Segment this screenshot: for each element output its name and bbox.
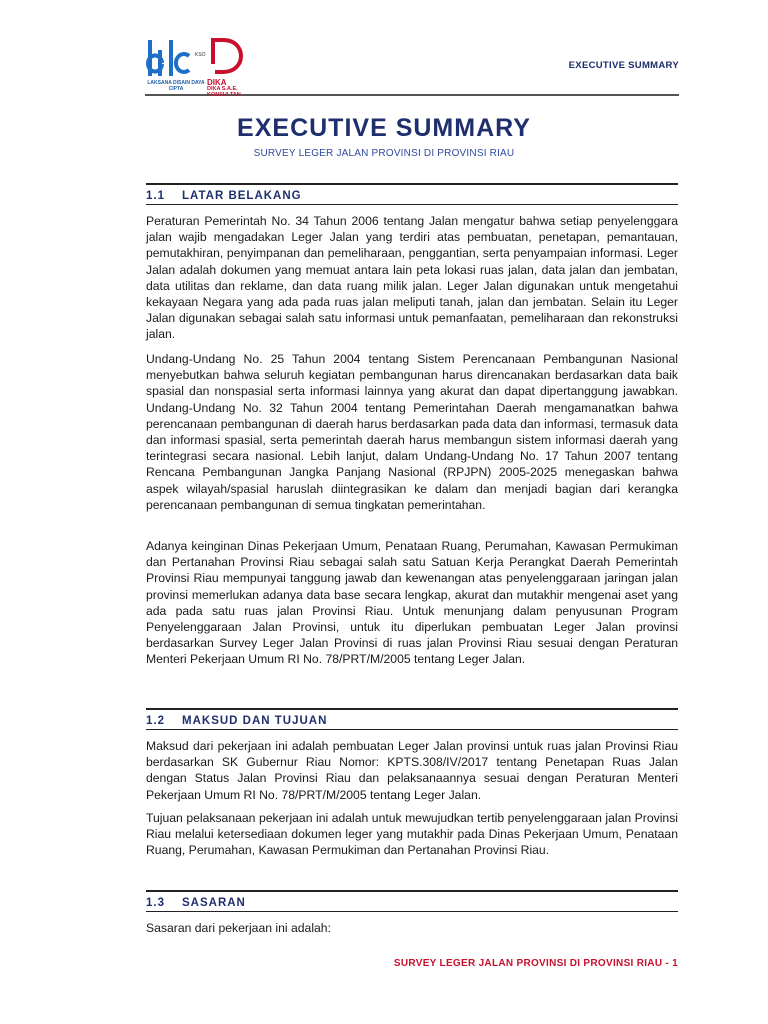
section-number: 1.2 — [146, 715, 165, 727]
section-title: MAKSUD DAN TUJUAN — [182, 715, 328, 727]
dika-logo-text — [207, 80, 247, 98]
ldc-logo — [145, 36, 205, 94]
paragraph: Undang-Undang No. 25 Tahun 2004 tentang Sistem Perencanaan Pembangunan Nasional menyebutkan bahwa seluruh kegiatan pembangunan harus direncanakan berdasarkan data baik spasial dan nonspasial serta informasi lainnya yang akurat dan dapat dipertanggung jawabkan. Undang-Undang No. 32 Tahun 2004 tentang Pemerintahan Daerah mengamanatkan bahwa perencanaan pembangunan di daerah harus berdasarkan pada data dan informasi, termasuk data dan informasi spasial, serta pemerintah daerah harus membangun sistem informasi daerah yang terintegrasi secara nasional. Lebih lanjut, dalam Undang-Undang No. 17 Tahun 2007 tentang Rencana Pembangunan Jangka Panjang Nasional (RPJPN) 2005-2025 menegaskan bahwa aspek wilayah/spasial haruslah diintegrasikan ke dalam dan menjadi bagian dari kerangka perencanaan pembangunan di semua tingkatan pemerintahan. — [146, 352, 678, 512]
section-heading-latar-belakang — [146, 183, 678, 205]
section-heading-sasaran — [146, 890, 678, 912]
section-number: 1.1 — [146, 190, 165, 202]
page-title: EXECUTIVE SUMMARY — [237, 114, 531, 142]
header-section-label: EXECUTIVE SUMMARY — [568, 60, 679, 71]
dika-logo — [205, 34, 249, 98]
ldc-logo-text: LAKSANA DISAIN DAYA CIPTA — [147, 80, 205, 92]
dika-sub: DIKA S.A.E. KONSULTAN — [207, 86, 241, 98]
paragraph: Peraturan Pemerintah No. 34 Tahun 2006 tentang Jalan mengatur bahwa setiap penyelenggara jalan wajib mengadakan Leger Jalan yang terdiri atas pembuatan, penetapan, pemantauan, pemutakhiran, penyimpanan dan pemeliharaan, penggantian, serta penyampaian informasi. Leger Jalan adalah dokumen yang memuat antara lain peta lokasi ruas jalan, data jalan dan jembatan, data utilitas dan reklame, dan data ruang milik jalan. Leger Jalan digunakan untuk mengetahui kekayaan Negara yang ada pada ruas jalan meliputi tanah, jalan dan jembatan. Selain itu Leger Jalan digunakan sebagai salah satu informasi untuk pemanfaatan, pemeliharaan dan rekonstruksi jalan. — [146, 214, 678, 342]
section-title: SASARAN — [182, 897, 246, 909]
dika-name: DIKA — [207, 78, 227, 87]
page-footer: SURVEY LEGER JALAN PROVINSI DI PROVINSI RIAU - 1 — [393, 958, 678, 969]
kso-label: KSO — [195, 52, 206, 58]
paragraph: Tujuan pelaksanaan pekerjaan ini adalah untuk mewujudkan tertib penyelenggaraan jalan Provinsi Riau melalui ketersediaan dokumen leger yang mutakhir pada Dinas Pekerjaan Umum, Penataan Ruang, Perumahan, Kawasan Permukiman dan Pertanahan Provinsi Riau. — [146, 811, 678, 858]
section-heading-maksud-dan-tujuan — [146, 708, 678, 730]
section-number: 1.3 — [146, 897, 165, 909]
paragraph: Adanya keinginan Dinas Pekerjaan Umum, Penataan Ruang, Perumahan, Kawasan Permukiman dan Pertanahan Provinsi Riau sebagai salah satu Satuan Kerja Perangkat Daerah Pemerintah Provinsi Riau mempunyai tanggung jawab dan kewenangan atas penyelenggaraan jaringan jalan provinsi memerlukan adanya data base secara lengkap, akurat dan mutakhir mengenai aset yang ada pada satu ruas jalan Provinsi Riau. Untuk menunjang dalam penyusunan Program Penyelenggaraan Jalan Provinsi, untuk itu diperlukan pembuatan Leger Jalan provinsi berdasarkan Survey Leger Jalan Provinsi di ruas jalan Provinsi Riau sesuai dengan Peraturan Menteri Pekerjaan Umum RI No. 78/PRT/M/2005 tentang Leger Jalan. — [146, 539, 678, 667]
paragraph: Sasaran dari pekerjaan ini adalah: — [146, 921, 331, 935]
page-subtitle: SURVEY LEGER JALAN PROVINSI DI PROVINSI RIAU — [253, 148, 515, 159]
page-header — [145, 30, 679, 96]
section-title: LATAR BELAKANG — [182, 190, 302, 202]
paragraph: Maksud dari pekerjaan ini adalah pembuatan Leger Jalan provinsi untuk ruas jalan Provinsi Riau berdasarkan SK Gubernur Riau Nomor: KPTS.308/IV/2017 tentang Penetapan Ruas Jalan dengan Status Jalan Provinsi Riau dan pelaksanaannya sesuai dengan Peraturan Menteri Pekerjaan Umum RI No. 78/PRT/M/2005 tentang Leger Jalan. — [146, 739, 678, 802]
